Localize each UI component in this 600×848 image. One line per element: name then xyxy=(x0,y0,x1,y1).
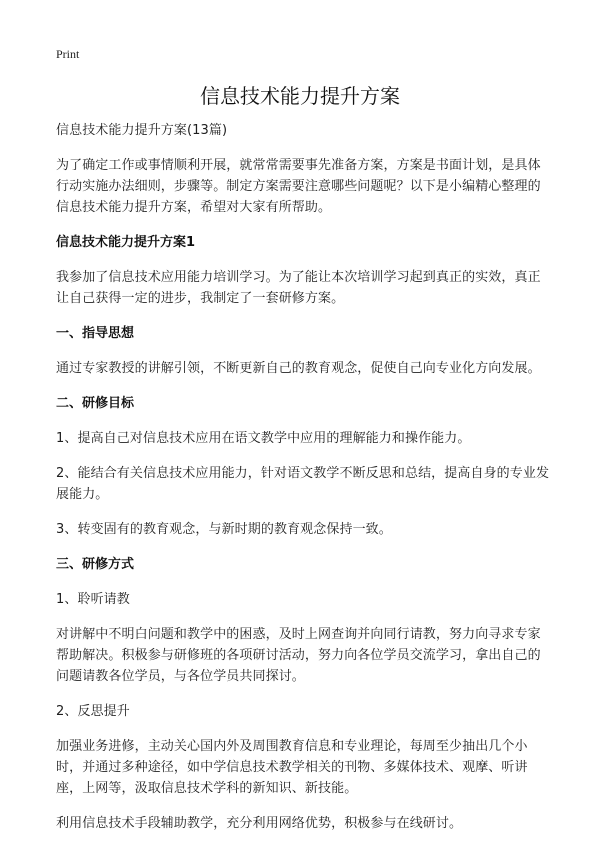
heading-study-methods: 三、研修方式 xyxy=(56,557,135,572)
goal-2: 2、能结合有关信息技术应用能力，针对语文教学不断反思和总结，提高自身的专业发展能力。 xyxy=(56,466,550,502)
last-paragraph: 利用信息技术手段辅助教学，充分利用网络优势，积极参与在线研讨。 xyxy=(56,816,463,831)
print-link[interactable]: Print xyxy=(56,47,80,61)
intro-paragraph: 为了确定工作或事情顺利开展，就常常需要事先准备方案，方案是书面计划，是具体行动实施办法细则，步骤等。制定方案需要注意哪些问题呢？以下是小编精心整理的信息技术能力提升方案，希望对大家有所帮助。 xyxy=(56,158,541,215)
method-1-text: 对讲解中不明白问题和教学中的困惑，及时上网查询并向同行请教，努力向寻求专家帮助解决。积极参与研修班的各项研讨活动，努力向各位学员交流学习，拿出自己的问题请教各位学员，与各位学员共同探讨。 xyxy=(56,627,541,684)
goal-3: 3、转变固有的教育观念，与新时期的教育观念保持一致。 xyxy=(56,522,392,537)
heading-study-goals: 二、研修目标 xyxy=(56,396,135,411)
goal-1: 1、提高自己对信息技术应用在语文教学中应用的理解能力和操作能力。 xyxy=(56,431,471,446)
document-subtitle: 信息技术能力提升方案(13篇) xyxy=(56,123,228,138)
paragraph-2: 通过专家教授的讲解引领，不断更新自己的教育观念，促使自己向专业化方向发展。 xyxy=(56,361,541,376)
method-2-text: 加强业务进修，主动关心国内外及周围教育信息和专业理论，每周至少抽出几个小时，并通过多种途径，如中学信息技术教学相关的刊物、多媒体技术、观摩、听讲座，上网等，汲取信息技术学科的新知识、新技能。 xyxy=(56,739,528,796)
document-body xyxy=(56,120,550,848)
method-2-title: 2、反思提升 xyxy=(56,704,130,719)
document-title: 信息技术能力提升方案 xyxy=(200,84,400,108)
section-heading: 信息技术能力提升方案1 xyxy=(56,235,196,250)
paragraph-1: 我参加了信息技术应用能力培训学习。为了能让本次培训学习起到真正的实效，真正让自己获得一定的进步，我制定了一套研修方案。 xyxy=(56,270,541,306)
heading-guiding-ideology: 一、指导思想 xyxy=(56,326,135,341)
method-1-title: 1、聆听请教 xyxy=(56,592,130,607)
